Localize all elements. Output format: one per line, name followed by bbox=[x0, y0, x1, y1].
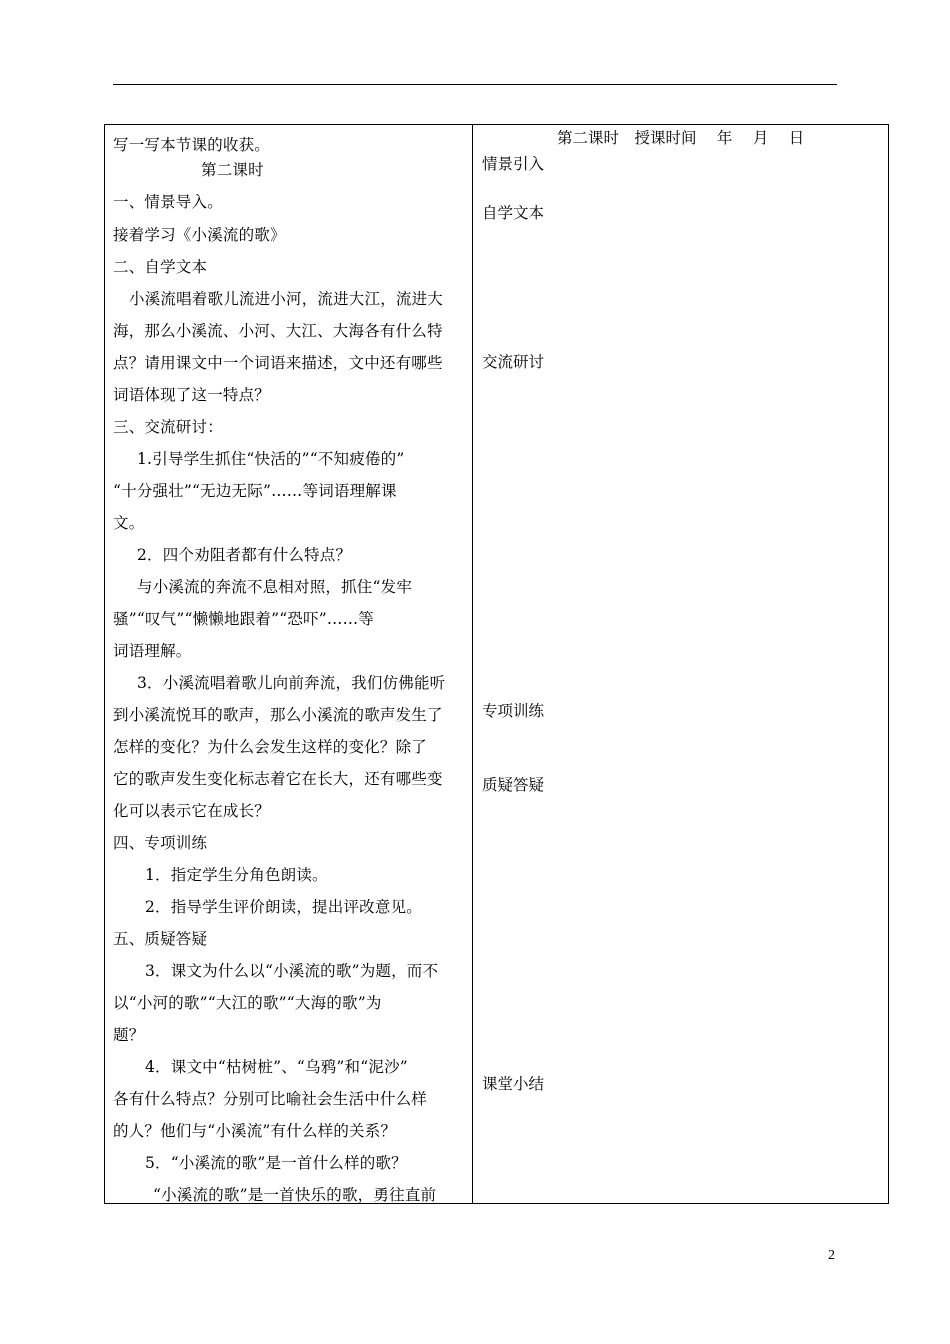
text-line: 写一写本节课的收获。 bbox=[113, 136, 271, 154]
page-number: 2 bbox=[828, 1248, 835, 1263]
stage-label: 专项训练 bbox=[482, 702, 545, 720]
lesson-content-column bbox=[105, 125, 472, 1203]
text-line: 到小溪流悦耳的歌声，那么小溪流的歌声发生了 bbox=[113, 706, 443, 724]
text-line: 5．“小溪流的歌”是一首什么样的歌？ bbox=[145, 1154, 407, 1172]
lesson-time-header: 第二课时 授课时间 年 月 日 bbox=[557, 129, 805, 147]
text-line: 化可以表示它在成长？ bbox=[113, 802, 271, 820]
text-line: 以“小河的歌”“大江的歌”“大海的歌”为 bbox=[113, 994, 382, 1012]
text-line: 小溪流唱着歌儿流进小河，流进大江，流进大 bbox=[129, 290, 444, 308]
text-line: 3．小溪流唱着歌儿向前奔流，我们仿佛能听 bbox=[137, 674, 446, 692]
text-line: 各有什么特点？分别可比喻社会生活中什么样 bbox=[113, 1090, 428, 1108]
section-heading: 二、自学文本 bbox=[113, 258, 208, 276]
stage-label: 质疑答疑 bbox=[482, 776, 545, 794]
header-rule bbox=[113, 84, 837, 85]
section-heading: 三、交流研讨： bbox=[113, 418, 223, 436]
text-line: 词语体现了这一特点？ bbox=[113, 386, 271, 404]
text-line: 点？请用课文中一个词语来描述，文中还有哪些 bbox=[113, 354, 443, 372]
text-line: 海，那么小溪流、小河、大江、大海各有什么特 bbox=[113, 322, 443, 340]
text-line: 1.引导学生抓住“快活的”“不知疲倦的” bbox=[137, 450, 405, 468]
text-line: 文。 bbox=[113, 514, 145, 532]
section-heading: 四、专项训练 bbox=[113, 834, 208, 852]
text-line: 题？ bbox=[113, 1026, 145, 1044]
text-line: 2．四个劝阻者都有什么特点？ bbox=[137, 546, 352, 564]
stage-label: 课堂小结 bbox=[482, 1075, 545, 1093]
text-line: 4．课文中“枯树桩”、“乌鸦”和“泥沙” bbox=[145, 1058, 408, 1076]
lesson-plan-table bbox=[104, 124, 889, 1204]
stage-label: 自学文本 bbox=[482, 204, 545, 222]
text-line: 词语理解。 bbox=[113, 642, 192, 660]
text-line: 的人？他们与“小溪流”有什么样的关系？ bbox=[113, 1122, 397, 1140]
text-line: 骚”“叹气”“懒懒地跟着”“恐吓”……等 bbox=[113, 610, 374, 628]
text-line: 它的歌声发生变化标志着它在长大，还有哪些变 bbox=[113, 770, 443, 788]
text-line: 2．指导学生评价朗读，提出评改意见。 bbox=[145, 898, 422, 916]
teaching-notes-column bbox=[473, 125, 888, 1203]
text-line: “十分强壮”“无边无际”……等词语理解课 bbox=[113, 482, 397, 500]
text-line: 与小溪流的奔流不息相对照，抓住“发牢 bbox=[137, 578, 413, 596]
section-heading: 一、情景导入。 bbox=[113, 193, 223, 211]
text-line: “小溪流的歌”是一首快乐的歌，勇往直前 bbox=[153, 1186, 437, 1203]
text-line: 3．课文为什么以“小溪流的歌”为题，而不 bbox=[145, 962, 439, 980]
text-line: 1．指定学生分角色朗读。 bbox=[145, 866, 328, 884]
text-line: 怎样的变化？为什么会发生这样的变化？除了 bbox=[113, 738, 428, 756]
lesson-subtitle: 第二课时 bbox=[201, 161, 264, 179]
text-line: 接着学习《小溪流的歌》 bbox=[113, 226, 286, 244]
section-heading: 五、质疑答疑 bbox=[113, 930, 208, 948]
stage-label: 情景引入 bbox=[482, 155, 545, 173]
stage-label: 交流研讨 bbox=[482, 353, 545, 371]
